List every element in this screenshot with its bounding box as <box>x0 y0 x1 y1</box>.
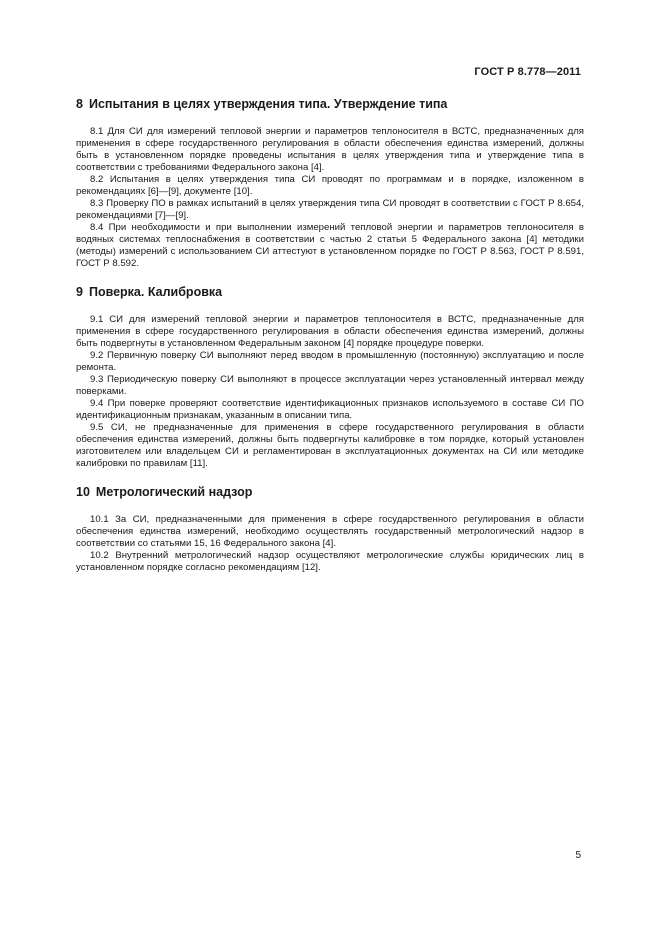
paragraph-8-2: 8.2 Испытания в целях утверждения типа СИ проводят по программам и в порядке, изложенном в рекомендациях [6]—[9], документе [10]. <box>76 174 584 197</box>
section-9 <box>76 284 584 470</box>
paragraph-8-4: 8.4 При необходимости и при выполнении измерений тепловой энергии и параметров теплоносителя в водяных системах теплоснабжения в соответствии с частью 2 статьи 5 Федерального закона [4] методики (методы) измерений с использованием СИ аттестуют в установленном порядке по ГОСТ Р 8.563, ГОСТ Р 8.591, ГОСТ Р 8.592. <box>76 222 584 269</box>
section-number: 9 <box>76 285 83 299</box>
section-title-sub: Калибровка <box>144 285 223 299</box>
paragraph-10-1: 10.1 За СИ, предназначенными для применения в сфере государственного регулирования в области обеспечения единства измерений, необходимо осуществлять государственный метрологический надзор в соответствии со статьями 15, 16 Федерального закона [4]. <box>76 514 584 549</box>
section-title <box>76 96 584 112</box>
section-10 <box>76 484 584 574</box>
document-code: ГОСТ Р 8.778—2011 <box>474 66 581 78</box>
section-number: 8 <box>76 97 83 111</box>
section-title-main: Поверка <box>88 285 141 299</box>
document-body <box>76 96 584 588</box>
section-title-main: Испытания в целях утверждения типа <box>88 97 327 111</box>
paragraph-8-3: 8.3 Проверку ПО в рамках испытаний в целях утверждения типа СИ проводят в соответствии с ГОСТ Р 8.654, рекомендациями [7]—[9]. <box>76 198 584 221</box>
paragraph-9-5: 9.5 СИ, не предназначенные для применения в сфере государственного регулирования в области обеспечения единства измерений, должны быть подвергнуты калибровке в том порядке, который установлен изготовителем или владельцем СИ и регламентирован в эксплуатационных документах на СИ или методике калибровки по правилам [11]. <box>76 422 584 469</box>
section-title-sub: Утверждение типа <box>330 97 448 111</box>
section-title-separator: . <box>326 97 331 111</box>
section-title-main: Метрологический надзор <box>95 485 253 499</box>
paragraph-9-2: 9.2 Первичную поверку СИ выполняют перед вводом в промышленную (постоянную) эксплуатацию и после ремонта. <box>76 350 584 373</box>
paragraph-10-2: 10.2 Внутренний метрологический надзор осуществляют метрологические службы юридических лиц в установленном порядке согласно рекомендациям [12]. <box>76 550 584 573</box>
section-title <box>76 484 584 500</box>
section-title <box>76 284 584 300</box>
section-8 <box>76 96 584 270</box>
paragraph-9-1: 9.1 СИ для измерений тепловой энергии и параметров теплоносителя в ВСТС, предназначенные для применения в сфере государственного регулирования в области обеспечения единства измерений, должны быть подвергнуты в установленном Федеральным законом [4] порядке процедуре поверки. <box>76 314 584 349</box>
page-number: 5 <box>575 850 581 861</box>
section-title-separator: . <box>140 285 145 299</box>
paragraph-9-4: 9.4 При поверке проверяют соответствие идентификационных признаков используемого в составе СИ ПО идентификационным признакам, указанным в описании типа. <box>76 398 584 421</box>
paragraph-9-3: 9.3 Периодическую поверку СИ выполняют в процессе эксплуатации через установленный интервал между поверками. <box>76 374 584 397</box>
section-number: 10 <box>76 485 90 499</box>
paragraph-8-1: 8.1 Для СИ для измерений тепловой энергии и параметров теплоносителя в ВСТС, предназначенных для применения в сфере государственного регулирования в области обеспечения единства измерений, должны быть в установленном порядке проведены испытания в целях утверждения типа и утверждение типа в соответствии с требованиями Федерального закона [4]. <box>76 126 584 173</box>
